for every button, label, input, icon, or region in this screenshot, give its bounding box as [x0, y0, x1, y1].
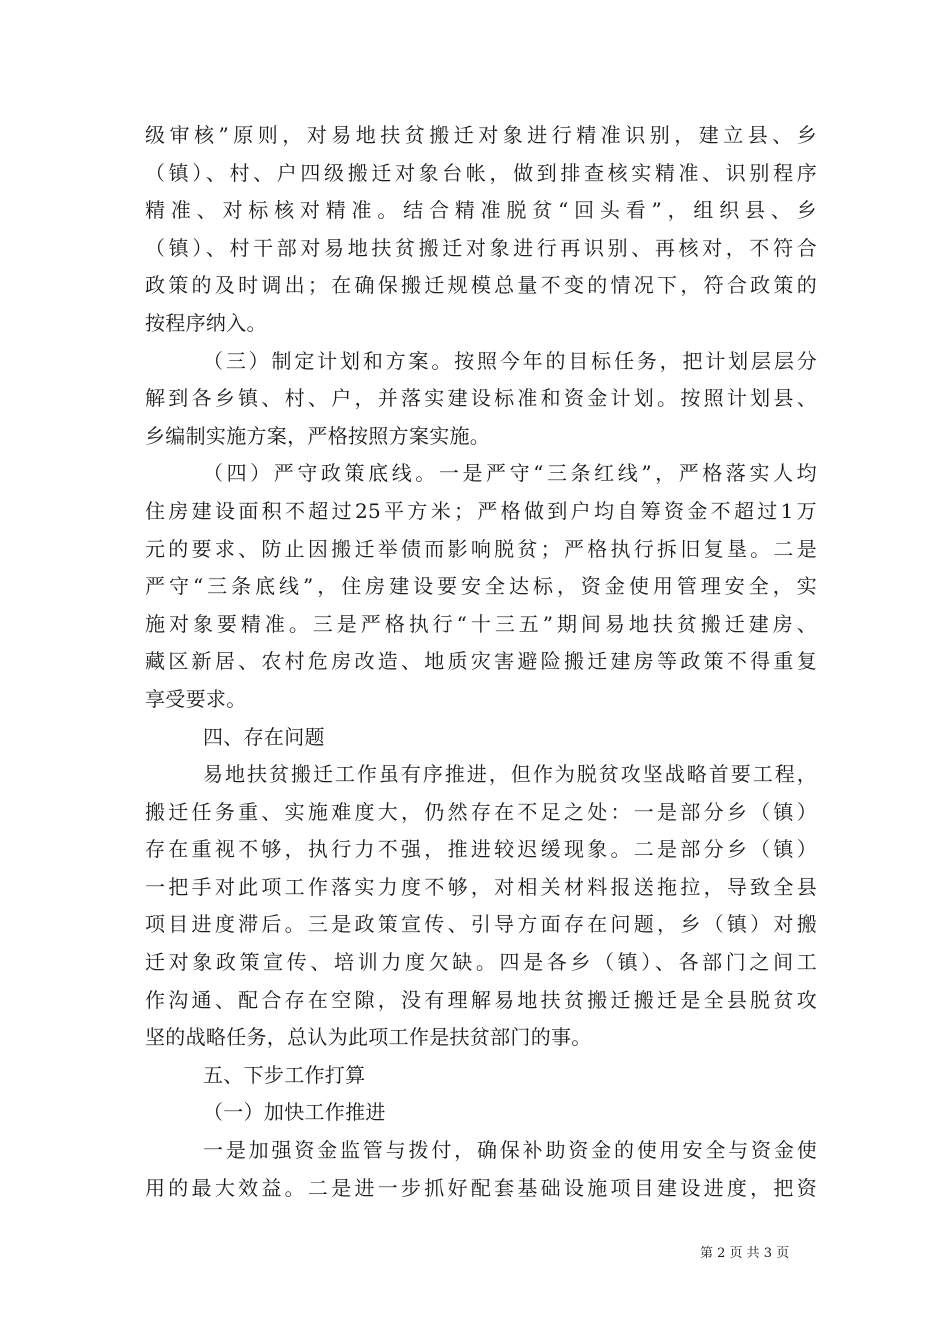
text-line: （四）严守政策底线。一是严守“三条红线”，严格落实人均: [203, 461, 817, 486]
text-line: 施对象要精准。三是严格执行“十三五”期间易地扶贫搬迁建房、: [145, 611, 817, 636]
text-line: 用的最大效益。二是进一步抓好配套基础设施项目建设进度，把资: [145, 1175, 817, 1200]
text-line: 一把手对此项工作落实力度不够，对相关材料报送拖拉，导致全县: [145, 874, 817, 899]
text-line: 项目进度滞后。三是政策宣传、引导方面存在问题，乡（镇）对搬: [145, 912, 817, 937]
text-line: 搬迁任务重、实施难度大，仍然存在不足之处：一是部分乡（镇）: [145, 799, 817, 824]
page-number: 第 2 页 共 3 页: [700, 1246, 790, 1261]
text-line: （镇）、村、户四级搬迁对象台帐，做到排查核实精准、识别程序: [145, 160, 817, 185]
text-line: 严守“三条底线”，住房建设要安全达标，资金使用管理安全，实: [145, 574, 817, 599]
text-line: 五、下步工作打算: [203, 1062, 366, 1087]
text-line: 易地扶贫搬迁工作虽有序推进，但作为脱贫攻坚战略首要工程，: [203, 762, 817, 787]
text-line: 乡编制实施方案，严格按照方案实施。: [145, 423, 491, 448]
text-line: 级审核”原则，对易地扶贫搬迁对象进行精准识别，建立县、乡: [145, 123, 817, 147]
text-line: 住房建设面积不超过25平方米；严格做到户均自筹资金不超过1万: [145, 498, 817, 523]
text-line: 元的要求、防止因搬迁举债而影响脱贫；严格执行拆旧复垦。二是: [145, 536, 817, 561]
text-line: 按程序纳入。: [145, 310, 267, 335]
text-line: 作沟通、配合存在空隙，没有理解易地扶贫搬迁搬迁是全县脱贫攻: [145, 987, 817, 1012]
text-line: 藏区新居、农村危房改造、地质灾害避险搬迁建房等政策不得重复: [145, 649, 817, 674]
text-line: 存在重视不够，执行力不强，推进较迟缓现象。二是部分乡（镇）: [145, 837, 817, 862]
document-body: [145, 117, 817, 1207]
text-line: 政策的及时调出；在确保搬迁规模总量不变的情况下，符合政策的: [145, 273, 817, 298]
text-line: 精准、对标核对精准。结合精准脱贫“回头看”，组织县、乡: [145, 198, 817, 223]
text-line: 四、存在问题: [203, 724, 325, 749]
text-line: 坚的战略任务，总认为此项工作是扶贫部门的事。: [145, 1025, 592, 1050]
text-line: （镇）、村干部对易地扶贫搬迁对象进行再识别、再核对，不符合: [145, 235, 817, 260]
text-line: （一）加快工作推进: [203, 1100, 386, 1125]
text-line: 解到各乡镇、村、户，并落实建设标准和资金计划。按照计划县、: [145, 386, 817, 411]
text-line: 享受要求。: [145, 686, 247, 711]
text-line: （三）制定计划和方案。按照今年的目标任务，把计划层层分: [203, 348, 817, 373]
text-line: 迁对象政策宣传、培训力度欠缺。四是各乡（镇）、各部门之间工: [145, 950, 817, 975]
text-line: 一是加强资金监管与拨付，确保补助资金的使用安全与资金使: [203, 1138, 817, 1163]
